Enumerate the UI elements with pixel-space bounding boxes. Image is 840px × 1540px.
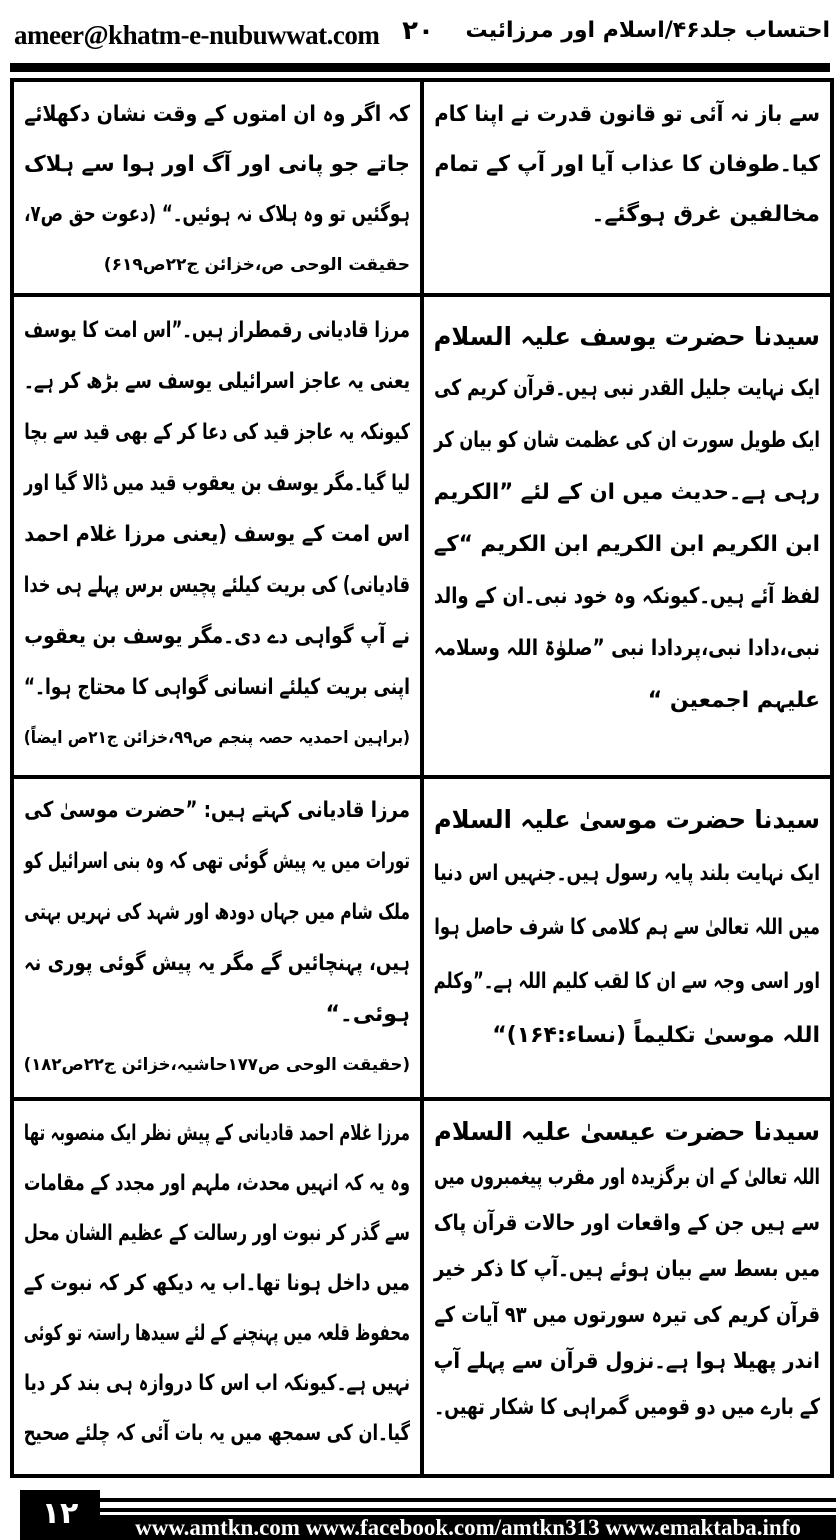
text-line: قادیانی) کی بریت کیلئے پچیس برس پہلے ہی خدا [23,573,411,598]
text-line: کیونکہ یہ عاجز قید کی دعا کر کے بھی قید سے بچا [24,420,410,445]
table-row [14,779,830,1101]
text-line: اللہ موسیٰ تکلیماً (نساء:۱۶۴)“ [492,1023,820,1048]
text-line: ایک نہایت بلند پایہ رسول ہیں۔جنہیں اس دنیا [433,861,820,886]
text-line: اپنی بریت کیلئے انسانی گواہی کا محتاج ہوا۔“ [23,675,411,700]
cell-islamic-view [424,779,830,1097]
cell-islamic-view [424,1101,830,1474]
section-heading: سیدنا حضرت موسیٰ علیہ السلام [433,805,820,834]
text-line: نبی،دادا نبی،پردادا نبی ”صلوٰۃ اللہ وسلامہ [433,636,820,661]
cell-mirza-view [14,1101,424,1474]
text-line: گیا۔ان کی سمجھ میں یہ بات آئی کہ چلئے صحیح [23,1421,411,1446]
cell-mirza-view [14,779,424,1097]
text-line: کے بارے میں دو قومیں گمراہی کا شکار تھیں۔ [434,1395,820,1420]
header-email: ameer@khatm-e-nubuwwat.com [14,20,380,50]
text-line: مخالفین غرق ہوگئے۔ [591,202,820,227]
text-line: ایک نہایت جلیل القدر نبی ہیں۔قرآن کریم کی [434,376,820,401]
text-line: وہ یہ کہ انہیں محدث، ملہم اور مجدد کے مقامات [24,1171,411,1196]
text-line: علیہم اجمعین “ [647,688,820,713]
text-line: میں بسط سے بیان ہوئے ہیں۔آپ کا ذکر خیر [433,1257,820,1282]
text-line: اس امت کے یوسف (یعنی مرزا غلام احمد [24,522,411,547]
footer-urls: www.amtkn.com www.facebook.com/amtkn313 www.emaktaba.info [100,1515,836,1540]
text-line: اندر پھیلا ہوا ہے۔نزول قرآن سے پہلے آپ [433,1349,820,1374]
text-line: کیا۔طوفان کا عذاب آیا اور آپ کے تمام [434,152,820,177]
cell-islamic-view [424,297,830,775]
text-line: مرزا غلام احمد قادیانی کے پیش نظر ایک منصوبہ تھا [23,1121,410,1146]
text-line: میں داخل ہونا تھا۔اب یہ دیکھ کر کہ نبوت کے [23,1271,411,1296]
footer-page-number: ۱۲ [20,1490,100,1540]
cell-mirza-view [14,82,424,293]
footer-divider [100,1498,836,1502]
text-line: لیا گیا۔مگر یوسف بن یعقوب قید میں ڈالا گیا اور [24,471,410,496]
text-line: ہوگئیں تو وہ ہلاک نہ ہوئیں۔“ (دعوت حق ص۷، [24,202,410,227]
text-line: رہی ہے۔حدیث میں ان کے لئے ”الکریم [433,480,820,505]
table-row [14,297,830,779]
text-line: نہیں ہے۔کیونکہ اب اس کا دروازہ ہی بند کر دیا [24,1371,410,1396]
text-line: قرآن کریم کی تیرہ سورتوں میں ۹۳ آیات کے [434,1303,820,1328]
citation: حقیقت الوحی ص،خزائن ج۲۲ص۶۱۹) [103,255,410,275]
cell-islamic-view [424,82,830,293]
text-line: جاتے جو پانی اور آگ اور ہوا سے ہلاک [24,152,410,177]
text-line: کہ اگر وہ ان امتوں کے وقت نشان دکھلائے [24,102,411,127]
text-line: ملک شام میں جہاں دودھ اور شہد کی نہریں بہتی [24,900,411,925]
text-line: لفظ آئے ہیں۔کیونکہ وہ خود نبی۔ان کے والد [433,584,820,609]
text-line: نے آپ گواہی دے دی۔مگر یوسف بن یعقوب [24,624,410,649]
header-book-title: احتساب جلد۴۶/اسلام اور مرزائیت [465,18,830,43]
cell-mirza-view [14,297,424,775]
section-heading: سیدنا حضرت عیسیٰ علیہ السلام [434,1117,820,1146]
text-line: ہیں، پہنچائیں گے مگر یہ پیش گوئی پوری نہ [23,951,410,976]
text-line: سے باز نہ آئی تو قانون قدرت نے اپنا کام [434,102,820,127]
text-line: اللہ تعالیٰ کے ان برگزیدہ اور مقرب پیغمبروں میں [434,1165,820,1190]
citation: (براہین احمدیہ حصہ پنجم ص۹۹،خزائن ج۲۱ص ایضاً) [23,728,410,748]
table-row [14,1101,830,1474]
text-line: ابن الکریم ابن الکریم ابن الکریم “کے [433,532,820,557]
section-heading: سیدنا حضرت یوسف علیہ السلام [433,322,820,351]
table-row [14,82,830,297]
text-line: محفوظ قلعہ میں پہنچنے کے لئے سیدھا راستہ تو کوئی [23,1321,411,1346]
text-line: اور اسی وجہ سے ان کا لقب کلیم اللہ ہے۔”وکلم [433,969,820,994]
text-line: سے گذر کر نبوت اور رسالت کے عظیم الشان محل [24,1221,410,1246]
text-line: ایک طویل سورت ان کی عظمت شان کو بیان کر [434,428,820,453]
text-line: سے ہیں جن کے واقعات اور حالات قرآن پاک [433,1211,820,1236]
text-line: ہوئی۔“ [325,1002,410,1027]
header-divider [10,63,830,72]
header-page-number: ۲۰ [402,16,434,46]
footer-divider [100,1508,836,1512]
text-line: یعنی یہ عاجز اسرائیلی یوسف سے بڑھ کر ہے۔ [23,369,410,394]
text-line: میں اللہ تعالیٰ سے ہم کلامی کا شرف حاصل ہوا [434,915,820,940]
text-line: مرزا قادیانی رقمطراز ہیں۔”اس امت کا یوسف [24,318,411,343]
citation: (حقیقت الوحی ص۱۷۷حاشیہ،خزائن ج۲۲ص۱۸۲) [23,1055,410,1075]
text-line: تورات میں یہ پیش گوئی تھی کہ وہ بنی اسرائیل کو [24,849,411,874]
text-line: مرزا قادیانی کہتے ہیں: ”حضرت موسیٰ کی [24,798,411,823]
comparison-table [10,78,834,1478]
